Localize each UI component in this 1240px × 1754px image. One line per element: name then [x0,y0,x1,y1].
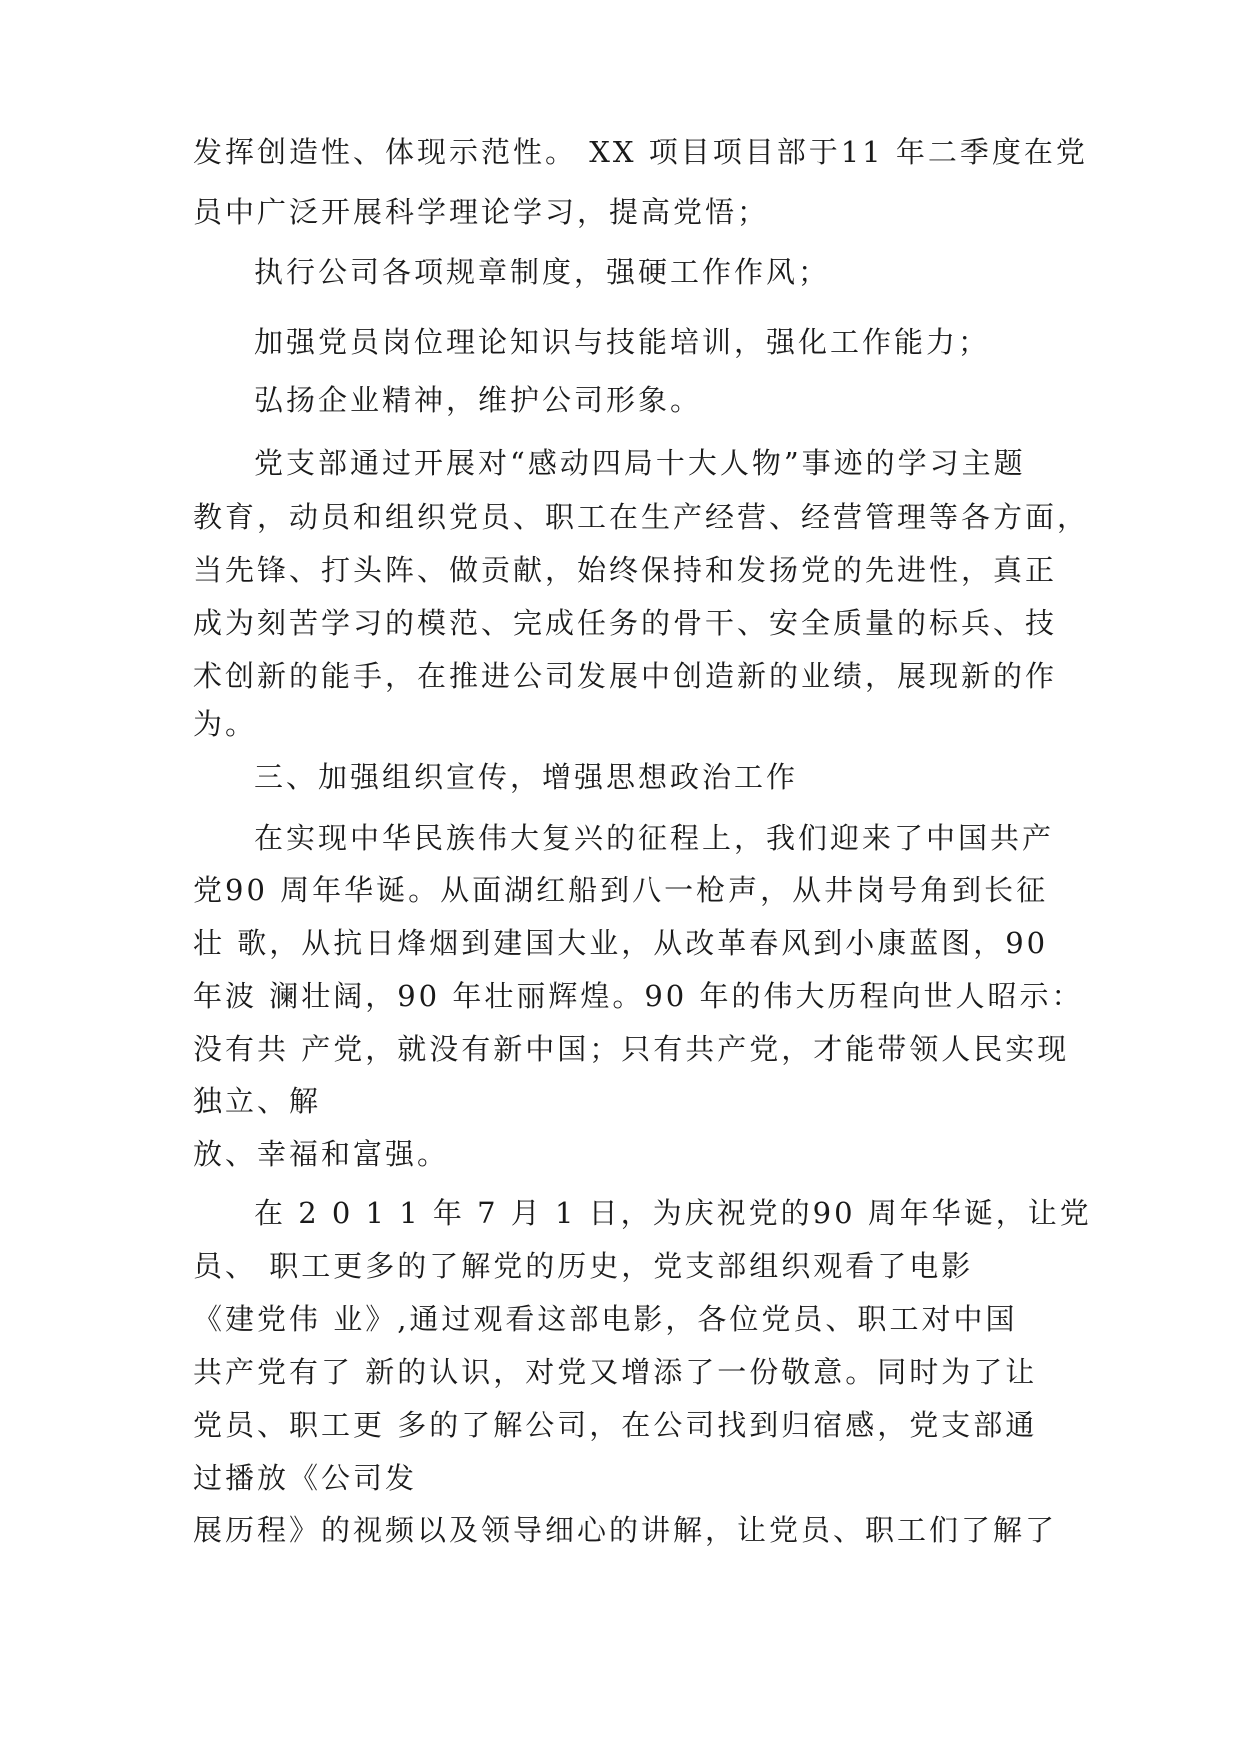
paragraph-line: 当先锋、打头阵、做贡献，始终保持和发扬党的先进性，真正 [193,553,1058,587]
section-heading: 三、加强组织宣传，增强思想政治工作 [254,760,799,794]
paragraph-line: 执行公司各项规章制度，强硬工作作风； [254,255,831,289]
paragraph-line: 成为刻苦学习的模范、完成任务的骨干、安全质量的标兵、技 [193,606,1058,640]
paragraph-line: 弘扬企业精神，维护公司形象。 [254,383,703,417]
paragraph-line: 党90 周年华诞。从面湖红船到八一枪声，从井岗号角到长征 [193,873,1049,907]
paragraph-line: 发挥创造性、体现示范性。 XX 项目项目部于11 年二季度在党 [193,135,1088,169]
paragraph-line: 党支部通过开展对“感动四局十大人物”事迹的学习主题 [254,446,1026,480]
paragraph-line: 员中广泛开展科学理论学习，提高党悟； [193,195,770,229]
paragraph-line: 在 2 0 1 1 年 7 月 1 日，为庆祝党的90 周年华诞，让党 [254,1196,1092,1230]
paragraph-line: 共产党有了 新的认识，对党又增添了一份敬意。同时为了让 [193,1355,1038,1389]
paragraph-line: 术创新的能手，在推进公司发展中创造新的业绩，展现新的作 [193,659,1058,693]
paragraph-line: 放、幸福和富强。 [193,1137,450,1171]
paragraph-line: 在实现中华民族伟大复兴的征程上，我们迎来了中国共产 [254,821,1055,855]
paragraph-line: 过播放《公司发 [193,1461,418,1495]
paragraph-line: 展历程》的视频以及领导细心的讲解，让党员、职工们了解了 [193,1513,1058,1547]
paragraph-line: 党员、职工更 多的了解公司，在公司找到归宿感，党支部通 [193,1408,1038,1442]
paragraph-line: 壮 歌，从抗日烽烟到建国大业，从改革春风到小康蓝图，90 [193,926,1049,960]
paragraph-line: 员、 职工更多的了解党的历史，党支部组织观看了电影 [193,1249,974,1283]
paragraph-line: 年波 澜壮阔，90 年壮丽辉煌。90 年的伟大历程向世人昭示： [193,979,1084,1013]
paragraph-line: 为。 [193,707,258,741]
paragraph-line: 没有共 产党，就没有新中国；只有共产党，才能带领人民实现 [193,1032,1070,1066]
paragraph-line: 加强党员岗位理论知识与技能培训，强化工作能力； [254,325,991,359]
paragraph-line: 独立、解 [193,1084,322,1118]
paragraph-line: 《建党伟 业》,通过观看这部电影，各位党员、职工对中国 [193,1302,1018,1336]
paragraph-line: 教育，动员和组织党员、职工在生产经营、经营管理等各方面， [193,500,1090,534]
